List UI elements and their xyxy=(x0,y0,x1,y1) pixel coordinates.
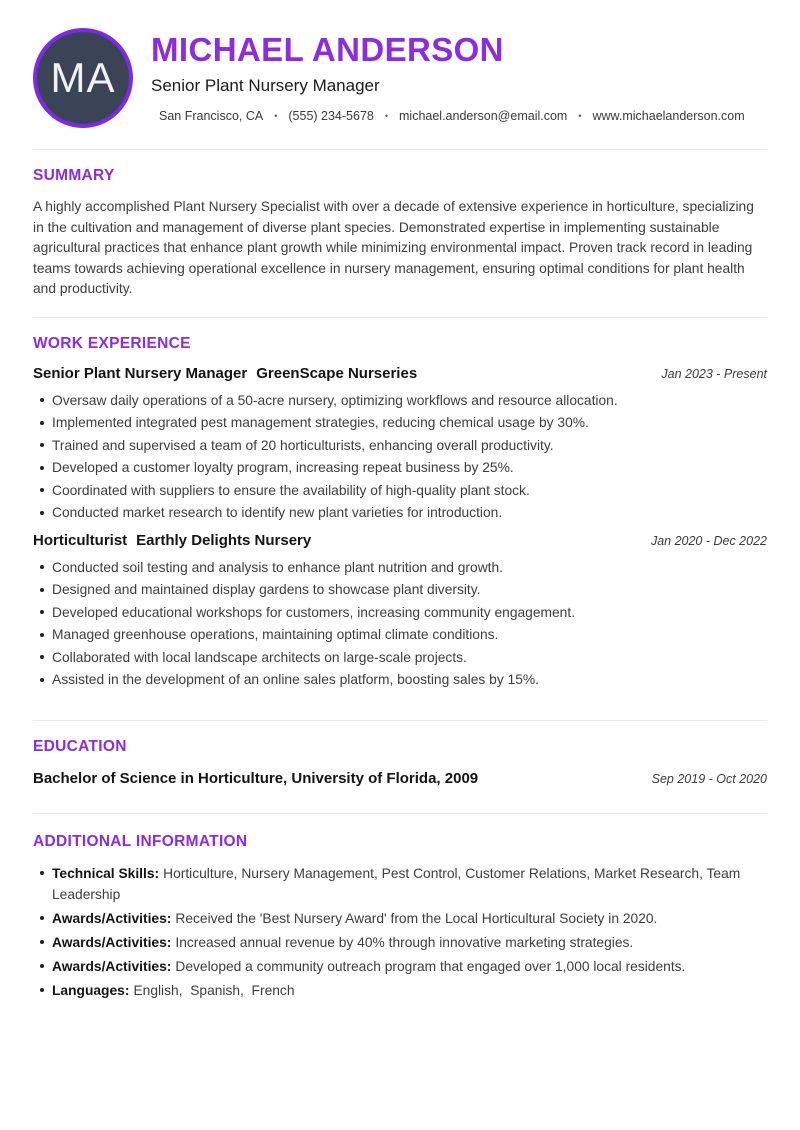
info-label: Awards/Activities: xyxy=(52,958,172,974)
additional-info-item xyxy=(33,908,767,929)
job-bullet: Collaborated with local landscape architects on large-scale projects. xyxy=(33,648,767,668)
info-text: English, Spanish, French xyxy=(133,982,295,998)
info-label: Technical Skills: xyxy=(52,865,160,881)
job-company: Earthly Delights Nursery xyxy=(136,531,312,549)
summary-heading: SUMMARY xyxy=(33,167,115,184)
additional-info-heading: ADDITIONAL INFORMATION xyxy=(33,832,248,850)
job-company: GreenScape Nurseries xyxy=(256,364,418,382)
job-bullet: Conducted soil testing and analysis to enhance plant nutrition and growth. xyxy=(33,558,767,578)
job-bullet: Managed greenhouse operations, maintaining optimal climate conditions. xyxy=(33,625,767,645)
job-bullet: Developed a customer loyalty program, increasing repeat business by 25%. xyxy=(33,458,767,478)
job-bullet: Conducted market research to identify new plant varieties for introduction. xyxy=(33,503,767,523)
work-experience-section xyxy=(33,318,767,721)
job-title-line xyxy=(33,365,417,382)
info-text: Developed a community outreach program that engaged over 1,000 local residents. xyxy=(175,958,686,974)
job-bullet: Assisted in the development of an online sales platform, boosting sales by 15%. xyxy=(33,670,767,690)
info-label: Awards/Activities: xyxy=(52,934,172,950)
work-experience-heading: WORK EXPERIENCE xyxy=(33,334,191,352)
additional-info-item xyxy=(33,980,767,1001)
job-title: Senior Plant Nursery Manager xyxy=(33,364,248,382)
job-title-line xyxy=(33,532,311,549)
contact-separator-dot: • xyxy=(578,110,582,121)
summary-section xyxy=(33,150,767,318)
job-dates: Jan 2023 - Present xyxy=(661,366,767,381)
info-label: Languages: xyxy=(52,982,130,998)
contact-separator-dot: • xyxy=(384,110,389,121)
additional-info-item xyxy=(33,956,767,977)
job-bullet: Developed educational workshops for customers, increasing community engagement. xyxy=(33,603,767,623)
degree: Bachelor of Science in Horticulture, University of Florida, 2009 xyxy=(33,769,479,787)
job-bullet: Designed and maintained display gardens to showcase plant diversity. xyxy=(33,580,767,600)
jobs-list xyxy=(33,365,767,690)
education-dates: Sep 2019 - Oct 2020 xyxy=(651,771,767,786)
info-text: Received the 'Best Nursery Award' from the Local Horticultural Society in 2020. xyxy=(175,910,658,926)
education-entry xyxy=(33,768,767,787)
contact-email: michael.anderson@email.com xyxy=(399,109,568,124)
job-bullet: Trained and supervised a team of 20 horticulturists, enhancing overall productivity. xyxy=(33,436,767,456)
job-header xyxy=(33,532,767,549)
job-bullet: Oversaw daily operations of a 50-acre nursery, optimizing workflows and resource allocation. xyxy=(33,391,767,411)
info-label: Awards/Activities: xyxy=(52,910,172,926)
header-info xyxy=(151,30,745,124)
person-job-title: Senior Plant Nursery Manager xyxy=(151,76,380,96)
avatar-initials: MA xyxy=(50,54,116,101)
resume-header xyxy=(33,0,767,150)
additional-info-item xyxy=(33,863,767,905)
job-bullet: Coordinated with suppliers to ensure the availability of high-quality plant stock. xyxy=(33,481,767,501)
contact-row xyxy=(159,109,745,123)
job-bullets xyxy=(33,558,767,690)
job-title: Horticulturist xyxy=(33,531,128,549)
avatar xyxy=(33,28,133,128)
contact-location: San Francisco, CA xyxy=(159,109,264,124)
summary-text: A highly accomplished Plant Nursery Specialist with over a decade of extensive experience in horticulture, specializing in the cultivation and management of diverse plant species. Demonstrated expertise in implementing sustainable agricultural practices that enhance plant growth while minimizing environmental impact. Proven track record in leading teams towards achieving operational excellence in nursery management, ensuring optimal conditions for plant health and productivity. xyxy=(33,199,754,297)
additional-info-list xyxy=(33,863,767,1001)
contact-phone: (555) 234-5678 xyxy=(288,109,374,124)
additional-info-item xyxy=(33,932,767,953)
additional-info-section xyxy=(33,814,767,1021)
contact-separator-dot: • xyxy=(274,110,278,121)
contact-website: www.michaelanderson.com xyxy=(592,109,745,124)
info-text: Horticulture, Nursery Management, Pest Control, Customer Relations, Market Research, Team Leadership xyxy=(52,865,745,902)
job-entry xyxy=(33,532,767,690)
info-text: Increased annual revenue by 40% through innovative marketing strategies. xyxy=(175,934,634,950)
person-name: MICHAEL ANDERSON xyxy=(151,30,504,68)
education-heading: EDUCATION xyxy=(33,737,127,755)
education-section xyxy=(33,721,767,814)
job-bullets xyxy=(33,391,767,523)
job-bullet: Implemented integrated pest management strategies, reducing chemical usage by 30%. xyxy=(33,413,767,433)
job-entry xyxy=(33,365,767,523)
job-header xyxy=(33,365,767,382)
job-dates: Jan 2020 - Dec 2022 xyxy=(650,533,767,548)
